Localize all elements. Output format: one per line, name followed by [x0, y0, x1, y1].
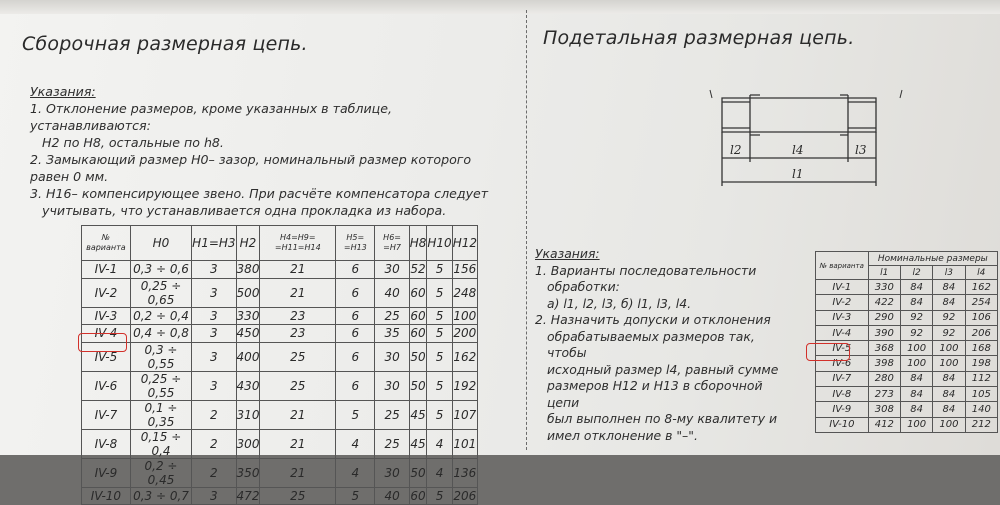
- nominal-sizes-table: [815, 251, 998, 433]
- side-table-cell: IV-10: [816, 417, 869, 432]
- side-table-cell: 84: [933, 295, 965, 310]
- side-table-cell: IV-3: [816, 310, 869, 325]
- table-row: [82, 325, 478, 343]
- highlight-iv5-left: [78, 333, 127, 352]
- table-cell: 350: [236, 458, 260, 487]
- side-table-row: [816, 387, 998, 402]
- side-col-header: l2: [900, 266, 932, 280]
- table-cell: 21: [260, 400, 336, 429]
- table-cell: IV-10: [82, 487, 131, 505]
- side-table-cell: 84: [900, 371, 932, 386]
- table-cell: 472: [236, 489, 260, 504]
- side-col-variant: № варианта: [816, 252, 869, 280]
- side-table-cell: 198: [965, 356, 997, 371]
- table-cell: 162: [452, 342, 477, 371]
- table-cell: 4: [427, 429, 452, 458]
- col-header: H10: [427, 226, 452, 261]
- table-cell: 3: [192, 307, 236, 325]
- assembly-dimensions-table: [81, 225, 478, 505]
- dim-l1: l1: [792, 167, 804, 181]
- side-table-cell: 92: [900, 310, 932, 325]
- note-2: 2. Замыкающий размер H0– зазор, номинальный размер которого равен 0 мм.: [30, 152, 472, 184]
- note2-2a: 2. Назначить допуски и отклонения: [535, 312, 771, 327]
- table-cell: 4: [336, 429, 375, 458]
- table-cell: 3: [192, 487, 236, 505]
- table-cell: 45: [409, 429, 427, 458]
- side-table-cell: 290: [868, 310, 900, 325]
- side-table-cell: 84: [900, 280, 932, 295]
- side-table-cell: IV-1: [816, 280, 869, 295]
- table-cell: IV-4: [82, 325, 131, 343]
- table-cell: IV-1: [82, 261, 131, 279]
- note2-1a: 1. Варианты последовательности: [535, 262, 757, 278]
- table-cell: 3: [192, 371, 236, 400]
- table-row: [82, 487, 478, 505]
- side-table-cell: 100: [900, 341, 932, 356]
- table-cell: IV-6: [82, 371, 131, 400]
- col-header: H6= =H7: [375, 226, 409, 261]
- table-cell: 25: [260, 342, 336, 371]
- table-cell: 5: [427, 371, 452, 400]
- note2-1b: обработки:: [547, 279, 620, 294]
- table-cell: 4: [336, 458, 375, 487]
- table-cell: 0,15 ÷ 0,4: [130, 429, 191, 458]
- side-table-cell: 84: [933, 402, 965, 417]
- table-cell: 23: [260, 307, 336, 325]
- note2-2c: исходный размер l4, равный сумме: [547, 361, 779, 377]
- table-cell: 6: [336, 325, 375, 343]
- table-cell: 156: [453, 262, 477, 277]
- side-table-cell: 84: [900, 402, 932, 417]
- table-cell: 136: [452, 458, 477, 487]
- side-table-cell: 254: [965, 295, 997, 310]
- table-cell: 5: [427, 307, 452, 325]
- table-cell: 30: [375, 458, 409, 487]
- part-chain-title: Подетальная размерная цепь.: [543, 27, 855, 49]
- side-table-cell: 100: [933, 341, 965, 356]
- table-cell: 60: [410, 308, 426, 323]
- side-table-row: [816, 402, 998, 417]
- side-table-cell: 84: [933, 371, 965, 386]
- note2-2f: имел отклонение в "–".: [547, 427, 698, 443]
- table-cell: 380: [236, 262, 260, 277]
- table-cell: 500: [236, 278, 260, 307]
- table-cell: 30: [375, 261, 409, 279]
- note-1a: 1. Отклонение размеров, кроме указанных в таблице, устанавливаются:: [30, 101, 392, 133]
- table-cell: 0,25 ÷ 0,65: [130, 278, 191, 307]
- table-cell: 5: [427, 487, 452, 505]
- table-cell: 35: [375, 325, 409, 343]
- side-table-cell: 412: [868, 417, 900, 432]
- side-table-cell: 273: [868, 387, 900, 402]
- side-table-cell: 368: [868, 341, 900, 356]
- table-cell: 5: [336, 400, 375, 429]
- table-cell: 430: [236, 371, 260, 400]
- side-table-cell: 100: [933, 356, 965, 371]
- side-table-row: [816, 371, 998, 386]
- highlight-iv5-right: [806, 343, 850, 361]
- table-body: [82, 261, 478, 505]
- table-cell: 310: [236, 400, 260, 429]
- table-cell: 30: [375, 342, 409, 371]
- side-table-cell: IV-6: [816, 356, 869, 371]
- table-cell: 2: [192, 400, 236, 429]
- col-header: H2: [236, 226, 260, 261]
- note2-2e: был выполнен по 8-му квалитету и: [547, 411, 778, 426]
- col-header: H8: [409, 226, 427, 261]
- side-table-cell: 330: [868, 280, 900, 295]
- col-header: H1=H3: [192, 226, 236, 261]
- part-notes: [535, 246, 795, 444]
- table-cell: IV-5: [82, 342, 131, 371]
- table-cell: 0,2 ÷ 0,45: [130, 458, 191, 487]
- side-table-cell: 92: [933, 325, 965, 340]
- table-cell: 0,3 ÷ 0,6: [130, 261, 191, 279]
- shaft-drawing: [690, 80, 915, 190]
- note2-2b: обрабатываемых размеров так, чтобы: [547, 328, 755, 360]
- side-table-cell: 168: [965, 341, 997, 356]
- table-cell: 45: [409, 400, 427, 429]
- table-cell: 0,4 ÷ 0,8: [130, 325, 191, 343]
- side-col-header: l1: [868, 266, 900, 280]
- assembly-notes: [30, 83, 500, 219]
- table-cell: 450: [236, 326, 260, 341]
- table-cell: 6: [336, 278, 375, 307]
- note2-1c: а) l1, l2, l3, б) l1, l3, l4.: [547, 295, 692, 311]
- assembly-chain-title: Сборочная размерная цепь.: [22, 33, 308, 55]
- note-1b: H2 по H8, остальные по h8.: [42, 135, 224, 150]
- table-row: [82, 278, 478, 307]
- side-table-cell: 100: [900, 356, 932, 371]
- side-table-cell: 280: [868, 371, 900, 386]
- table-cell: 2: [192, 458, 236, 487]
- table-cell: 23: [260, 325, 336, 343]
- table-cell: 52: [410, 262, 426, 277]
- col-header: № варианта: [82, 226, 131, 261]
- notes-header: Указания:: [30, 84, 96, 99]
- top-shadow: [0, 0, 1000, 14]
- table-cell: 6: [336, 371, 375, 400]
- table-cell: 25: [260, 371, 336, 400]
- table-cell: 2: [192, 429, 236, 458]
- dim-l3: l3: [855, 143, 867, 157]
- table-row: [82, 458, 478, 487]
- dim-l2: l2: [730, 143, 742, 157]
- table-cell: 6: [336, 261, 375, 279]
- table-header-row: [82, 226, 478, 261]
- table-cell: 60: [410, 326, 426, 341]
- notes2-header: Указания:: [535, 246, 600, 261]
- table-cell: 330: [236, 308, 260, 323]
- side-table-cell: IV-2: [816, 295, 869, 310]
- side-table-cell: IV-4: [816, 325, 869, 340]
- table-cell: 0,25 ÷ 0,55: [130, 371, 191, 400]
- table-cell: 3: [192, 342, 236, 371]
- table-cell: 5: [427, 278, 452, 307]
- table-cell: 6: [336, 307, 375, 325]
- table-row: [82, 342, 478, 371]
- table-cell: 0,2 ÷ 0,4: [130, 307, 191, 325]
- table-cell: 21: [260, 278, 336, 307]
- table-cell: 60: [409, 278, 427, 307]
- table-cell: 50: [409, 342, 427, 371]
- table-cell: 3: [192, 278, 236, 307]
- table-row: [82, 429, 478, 458]
- side-header-row-1: [816, 252, 998, 266]
- table-cell: 300: [236, 429, 260, 458]
- table-cell: 40: [375, 487, 409, 505]
- side-table-cell: 162: [965, 280, 997, 295]
- table-cell: 25: [375, 429, 409, 458]
- side-table-cell: 92: [900, 325, 932, 340]
- table-cell: IV-9: [82, 458, 131, 487]
- table-cell: 206: [453, 489, 477, 504]
- side-table-cell: 84: [933, 280, 965, 295]
- side-table-cell: 112: [965, 371, 997, 386]
- side-table-cell: 212: [965, 417, 997, 432]
- table-cell: 40: [375, 278, 409, 307]
- side-table-row: [816, 310, 998, 325]
- side-table-cell: 398: [868, 356, 900, 371]
- side-table-row: [816, 417, 998, 432]
- table-cell: 3: [192, 325, 236, 343]
- side-col-group: Номинальные размеры: [868, 252, 997, 266]
- table-cell: 248: [452, 278, 477, 307]
- table-cell: 50: [409, 458, 427, 487]
- side-table-cell: 308: [868, 402, 900, 417]
- note2-2d: размеров H12 и H13 в сборочной цепи: [547, 378, 763, 410]
- side-table-cell: 84: [933, 387, 965, 402]
- table-cell: 5: [427, 400, 452, 429]
- col-header: H0: [130, 226, 191, 261]
- center-divider: [526, 10, 527, 450]
- side-table-cell: 206: [965, 325, 997, 340]
- table-cell: 60: [410, 489, 426, 504]
- side-table-cell: 92: [933, 310, 965, 325]
- table-cell: 107: [452, 400, 477, 429]
- table-cell: 4: [427, 458, 452, 487]
- side-table-cell: IV-7: [816, 371, 869, 386]
- side-table-cell: 100: [933, 417, 965, 432]
- side-col-header: l3: [933, 266, 965, 280]
- table-cell: 50: [409, 371, 427, 400]
- table-cell: 100: [453, 308, 477, 323]
- note-3b: учитывать, что устанавливается одна прокладка из набора.: [42, 203, 447, 218]
- table-row: [82, 307, 478, 325]
- col-header: H12: [452, 226, 477, 261]
- table-cell: 25: [260, 487, 336, 505]
- table-cell: 0,1 ÷ 0,35: [130, 400, 191, 429]
- side-table-cell: 140: [965, 402, 997, 417]
- table-cell: 400: [236, 342, 260, 371]
- table-cell: 5: [336, 487, 375, 505]
- table-cell: 200: [453, 326, 477, 341]
- table-row: [82, 261, 478, 279]
- table-cell: 3: [192, 261, 236, 279]
- side-table-cell: 84: [900, 387, 932, 402]
- side-table-cell: 105: [965, 387, 997, 402]
- table-cell: 5: [427, 342, 452, 371]
- table-row: [82, 371, 478, 400]
- side-table-cell: IV-5: [816, 341, 869, 356]
- table-cell: 192: [452, 371, 477, 400]
- side-table-cell: 390: [868, 325, 900, 340]
- table-cell: 0,3 ÷ 0,55: [130, 342, 191, 371]
- table-row: [82, 400, 478, 429]
- table-cell: IV-7: [82, 400, 131, 429]
- table-cell: 5: [427, 261, 452, 279]
- side-table-row: [816, 325, 998, 340]
- table-cell: 25: [375, 400, 409, 429]
- table-cell: 30: [375, 371, 409, 400]
- dim-l4: l4: [792, 143, 804, 157]
- table-cell: IV-2: [82, 278, 131, 307]
- col-header: H5= =H13: [336, 226, 375, 261]
- side-col-header: l4: [965, 266, 997, 280]
- side-table-cell: 422: [868, 295, 900, 310]
- table-cell: 21: [260, 458, 336, 487]
- side-table-cell: 84: [900, 295, 932, 310]
- table-cell: 5: [427, 325, 452, 343]
- table-cell: 6: [336, 342, 375, 371]
- col-header: H4=H9= =H11=H14: [260, 226, 336, 261]
- table-cell: 21: [260, 261, 336, 279]
- table-cell: 0,3 ÷ 0,7: [130, 487, 191, 505]
- side-table-cell: IV-9: [816, 402, 869, 417]
- side-table-row: [816, 280, 998, 295]
- table-cell: 25: [375, 307, 409, 325]
- table-cell: IV-8: [82, 429, 131, 458]
- side-table-cell: IV-8: [816, 387, 869, 402]
- table-cell: 101: [452, 429, 477, 458]
- note-3a: 3. H16– компенсирующее звено. При расчёте компенсатора следует: [30, 186, 489, 201]
- side-table-cell: 100: [900, 417, 932, 432]
- table-cell: IV-3: [82, 307, 131, 325]
- table-cell: 21: [260, 429, 336, 458]
- side-table-cell: 106: [965, 310, 997, 325]
- side-table-row: [816, 295, 998, 310]
